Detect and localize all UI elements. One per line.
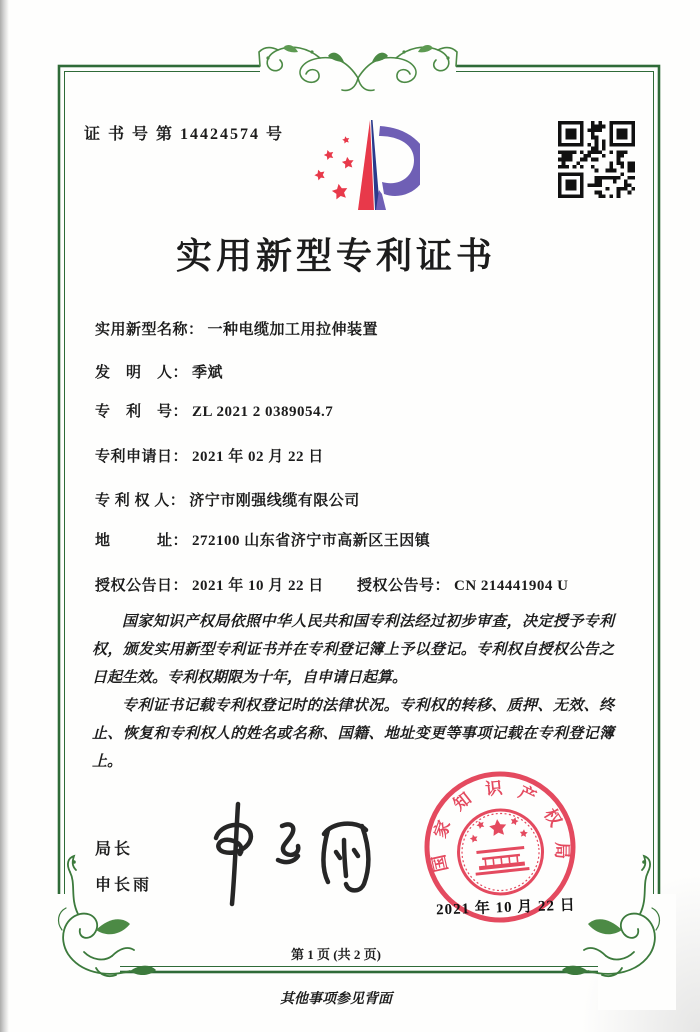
field-value: 济宁市刚强线缆有限公司 xyxy=(189,493,360,509)
seal-ring-text: 国家知识产权局 xyxy=(429,778,572,874)
field-row-grant xyxy=(95,574,615,595)
field-value: ZL 2021 2 0389054.7 xyxy=(192,404,334,420)
field-label: 专利申请日： xyxy=(95,449,189,465)
legal-paragraph-1: 国家知识产权局依照中华人民共和国专利法经过初步审查，决定授予专利权，颁发实用新型专利证书并在专利登记簿上予以登记。专利权自授权公告之日起生效。专利权期限为十年，自申请日起算。 xyxy=(92,614,614,686)
field-row-filing-date xyxy=(95,445,615,466)
field-row-inventor xyxy=(95,361,615,382)
handwritten-signature xyxy=(186,796,396,911)
field-value: 季斌 xyxy=(192,365,224,381)
field-value: 2021 年 02 月 22 日 xyxy=(192,449,324,465)
certificate-title: 实用新型专利证书 xyxy=(175,236,496,276)
field-label: 发 明 人： xyxy=(95,365,189,381)
legal-paragraph-2: 专利证书记载专利权登记时的法律状况。专利权的转移、质押、无效、终止、恢复和专利权人的姓名或名称、国籍、地址变更等事项记载在专利登记簿上。 xyxy=(92,698,614,770)
field-label: 实用新型名称： xyxy=(95,322,204,338)
field-label: 地 址： xyxy=(95,533,189,549)
grant-no-label: 授权公告号： xyxy=(357,578,451,594)
field-row-patent-no xyxy=(95,400,615,421)
field-value: 一种电缆加工用拉伸装置 xyxy=(207,322,379,338)
field-row-address xyxy=(95,529,615,550)
field-label: 专 利 号： xyxy=(95,404,189,420)
field-row-patentee xyxy=(95,489,615,510)
officer-title: 局长 xyxy=(95,841,134,858)
legal-text-block xyxy=(92,608,614,776)
page-number: 第 1 页 (共 2 页) xyxy=(291,947,381,962)
field-value: 272100 山东省济宁市高新区王因镇 xyxy=(192,533,431,549)
field-label: 专 利 权 人： xyxy=(95,493,186,509)
grant-date-label: 授权公告日： xyxy=(95,578,189,594)
back-note: 其他事项参见背面 xyxy=(280,992,392,1007)
certificate-number: 证 书 号 第 14424574 号 xyxy=(84,126,285,143)
seal-date: 2021 年 10 月 22 日 xyxy=(435,897,577,919)
national-emblem-icon xyxy=(467,815,532,876)
field-row-name xyxy=(95,318,615,339)
qr-code-icon xyxy=(558,121,635,198)
grant-date-value: 2021 年 10 月 22 日 xyxy=(192,578,324,594)
grant-no-value: CN 214441904 U xyxy=(454,578,569,594)
cnipa-logo-icon xyxy=(290,112,420,217)
officer-name: 申长雨 xyxy=(95,877,153,894)
